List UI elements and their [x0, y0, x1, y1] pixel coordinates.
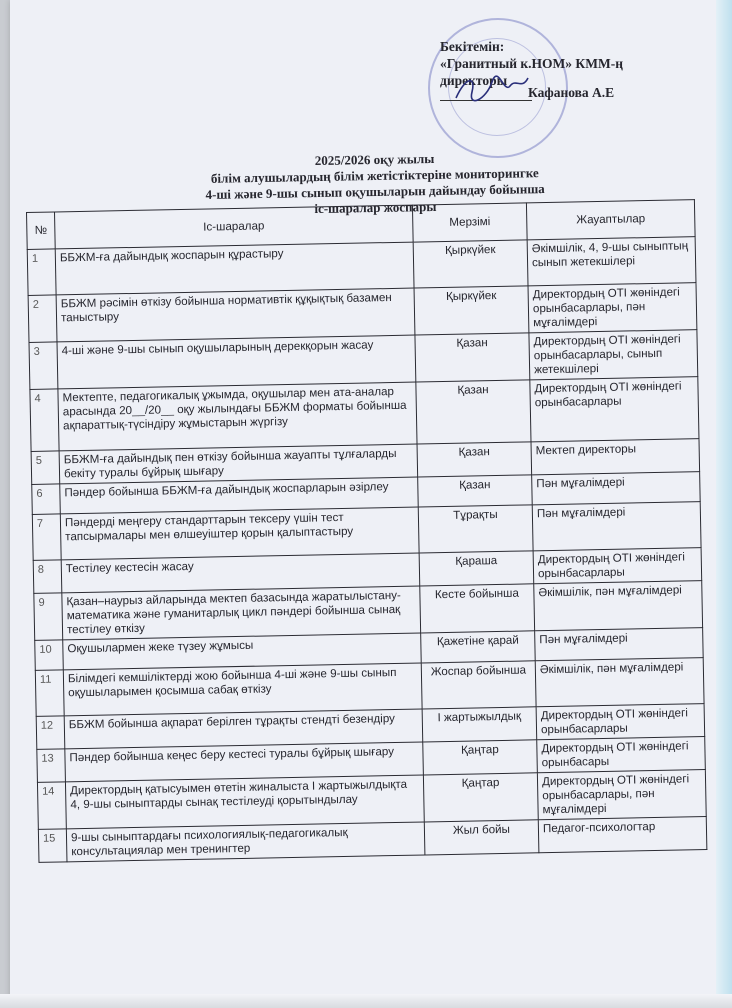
- row-number: 15: [38, 829, 67, 863]
- row-deadline: Қыркүйек: [414, 286, 529, 335]
- row-deadline: Кесте бойынша: [420, 584, 535, 633]
- approval-label: Бекітемін:: [440, 39, 505, 54]
- row-number: 7: [32, 514, 61, 561]
- row-deadline: I жартыжылдық: [422, 707, 537, 742]
- row-number: 4: [30, 389, 59, 452]
- row-responsible: Директордың ОТІ жөніндегі орынбасары: [537, 737, 706, 773]
- title-line-2: білім алушылардың білім жетістіктеріне мониторингке: [210, 165, 539, 186]
- row-event: Мектепте, педагогикалық ұжымда, оқушылар мен ата-аналар арасында 20__/20__ оқу жылындағы ББЖМ форматы бойынша ақпараттық-түсіндіру жұмыстарын жүргізу: [58, 382, 417, 451]
- row-event: Пәндер бойынша ББЖМ-ға дайындық жоспарларын әзірлеу: [60, 477, 419, 514]
- row-deadline: Қазан: [416, 380, 531, 444]
- row-event: Директордың қатысуымен өтетін жиналыста I жартыжылдықта 4, 9-шы сыныптарды сынақ тестілеуді қорытындылау: [65, 775, 424, 829]
- row-responsible: Әкімшілік, 4, 9-шы сыныптың сынып жетекшілері: [527, 237, 696, 286]
- header-responsible: Жауаптылар: [526, 200, 695, 240]
- row-deadline: Тұрақты: [418, 505, 533, 553]
- header-number: №: [27, 212, 56, 250]
- page-bottom-edge: [0, 994, 732, 1008]
- plan-table-container: [26, 199, 706, 863]
- row-responsible: Директордың ОТІ жөніндегі орынбасарлары, пән мұғалімдері: [528, 283, 697, 333]
- table-body: [27, 237, 707, 863]
- approval-organization: «Гранитный к.НОМ» КММ-ң: [440, 56, 623, 71]
- row-deadline: Қазан: [415, 333, 530, 382]
- header-events: Іс-шаралар: [55, 205, 414, 249]
- row-responsible: Әкімшілік, пән мұғалімдері: [534, 581, 703, 631]
- row-number: 11: [35, 670, 64, 717]
- plan-table: [26, 199, 707, 863]
- row-responsible: Директордың ОТІ жөніндегі орынбасарлары: [530, 377, 699, 442]
- row-deadline: Қажетіне қарай: [421, 631, 536, 663]
- page-edge: [716, 0, 732, 1008]
- row-number: 13: [37, 749, 66, 783]
- row-event: ББЖМ-ға дайындық пен өткізу бойынша жауапты тұлғаларды бекіту туралы бұйрық шығару: [59, 444, 418, 484]
- header-deadline: Мерзімі: [412, 203, 527, 242]
- row-event: ББЖМ-ға дайындық жоспарын құрастыру: [55, 242, 414, 295]
- handwritten-signature: [452, 70, 532, 106]
- row-responsible: Директордың ОТІ жөніндегі орынбасарлары: [536, 704, 705, 740]
- row-number: 12: [36, 716, 65, 750]
- row-number: 2: [28, 295, 57, 343]
- row-responsible: Пән мұғалімдері: [535, 628, 704, 661]
- row-event: Тестілеу кестесін жасау: [61, 553, 420, 593]
- row-number: 6: [32, 484, 61, 515]
- row-responsible: Әкімшілік, пән мұғалімдері: [535, 658, 704, 707]
- row-event: Білімдегі кемшіліктерді жою бойынша 4-ші және 9-шы сынып оқушыларымен қосымша сабақ өткізу: [63, 663, 422, 716]
- row-responsible: Директордың ОТІ жөніндегі орынбасарлары, пән мұғалімдері: [537, 770, 706, 820]
- row-number: 3: [29, 342, 58, 390]
- row-number: 9: [34, 593, 63, 641]
- title-line-3: 4-ші және 9-шы сынып оқушыларын дайындау бойынша: [205, 181, 545, 202]
- row-responsible: Директордың ОТІ жөніндегі орынбасарлары: [533, 548, 702, 584]
- row-event: 4-ші және 9-шы сынып оқушыларының дерекқорын жасау: [57, 335, 416, 389]
- row-responsible: Пән мұғалімдері: [532, 502, 701, 551]
- row-number: 5: [31, 451, 60, 485]
- row-event: Қазан–наурыз айларында мектеп базасында жаратылыстану-математика және гуманитарлық цикл пәндері бойынша сынақ тестілеу өткізу: [62, 586, 421, 640]
- row-event: Оқушылармен жеке түзеу жұмысы: [63, 633, 422, 670]
- approver-name: Кафанова А.Е: [528, 85, 615, 100]
- row-deadline: Жыл бойы: [424, 820, 539, 855]
- row-number: 10: [35, 640, 64, 671]
- row-deadline: Қазан: [417, 442, 532, 477]
- row-responsible: Педагог-психологтар: [538, 817, 707, 853]
- row-deadline: Қазан: [418, 475, 533, 507]
- row-event: 9-шы сыныптардағы психологиялық-педагогикалық консультациялар мен тренингтер: [66, 822, 425, 862]
- row-deadline: Қаңтар: [423, 773, 538, 822]
- row-deadline: Қаңтар: [423, 740, 538, 775]
- row-number: 8: [33, 560, 62, 594]
- row-event: ББЖМ бойынша ақпарат берілген тұрақты стендті безендіру: [64, 709, 423, 749]
- approval-position: директоры: [440, 73, 508, 88]
- row-deadline: Қараша: [419, 551, 534, 586]
- row-number: 14: [37, 782, 66, 830]
- row-responsible: Мектеп директоры: [531, 439, 700, 475]
- row-responsible: Директордың ОТІ жөніндегі орынбасарлары, сынып жетекшілері: [529, 330, 698, 380]
- title-line-4: іс-шаралар жоспары: [314, 198, 437, 217]
- row-deadline: Жоспар бойынша: [421, 661, 536, 709]
- row-number: 1: [27, 249, 56, 296]
- row-responsible: Пән мұғалімдері: [532, 472, 701, 505]
- row-event: Пәндер бойынша кеңес беру кестесі туралы бұйрық шығару: [65, 742, 424, 782]
- row-deadline: Қыркүйек: [413, 240, 528, 288]
- row-event: ББЖМ рәсімін өткізу бойынша нормативтік құқықтық базамен таныстыру: [56, 288, 415, 342]
- row-event: Пәндерді меңгеру стандарттарын тексеру үшін тест тапсырмалары мен өлшеуіштер қорын қалыптастыру: [60, 507, 419, 560]
- title-year: 2025/2026 оқу жылы: [314, 150, 435, 169]
